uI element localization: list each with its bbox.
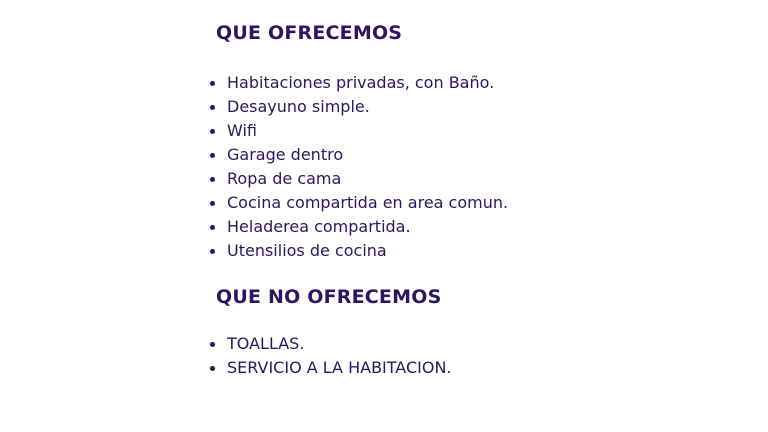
list-item-text: Habitaciones privadas, con Baño. — [227, 73, 495, 92]
list-item-text: TOALLAS. — [227, 334, 305, 353]
bullet-icon — [210, 177, 215, 182]
bullet-icon — [210, 201, 215, 206]
list-item — [209, 356, 452, 380]
list-item — [209, 191, 508, 215]
bullet-icon — [210, 366, 215, 371]
bullet-icon — [210, 225, 215, 230]
list-item — [209, 119, 508, 143]
list-item-text: Utensilios de cocina — [227, 241, 387, 260]
bullet-icon — [210, 105, 215, 110]
bullet-icon — [210, 249, 215, 254]
bullet-icon — [210, 342, 215, 347]
list-item-text: Garage dentro — [227, 145, 344, 164]
not-offered-list — [209, 332, 452, 380]
list-item-text: Ropa de cama — [227, 169, 342, 188]
bullet-icon — [210, 81, 215, 86]
list-item-text: SERVICIO A LA HABITACION. — [227, 358, 452, 377]
list-item-text: Wifi — [227, 121, 257, 140]
list-item-text: Heladerea compartida. — [227, 217, 411, 236]
list-item — [209, 239, 508, 263]
bullet-icon — [210, 153, 215, 158]
list-item — [209, 167, 508, 191]
bullet-icon — [210, 129, 215, 134]
list-item-text: Desayuno simple. — [227, 97, 370, 116]
offered-heading: QUE OFRECEMOS — [216, 22, 403, 44]
list-item — [209, 95, 508, 119]
offered-list — [209, 71, 508, 263]
list-item-text: Cocina compartida en area comun. — [227, 193, 509, 212]
list-item — [209, 143, 508, 167]
list-item — [209, 71, 508, 95]
list-item — [209, 215, 508, 239]
list-item — [209, 332, 452, 356]
not-offered-heading: QUE NO OFRECEMOS — [216, 286, 442, 308]
